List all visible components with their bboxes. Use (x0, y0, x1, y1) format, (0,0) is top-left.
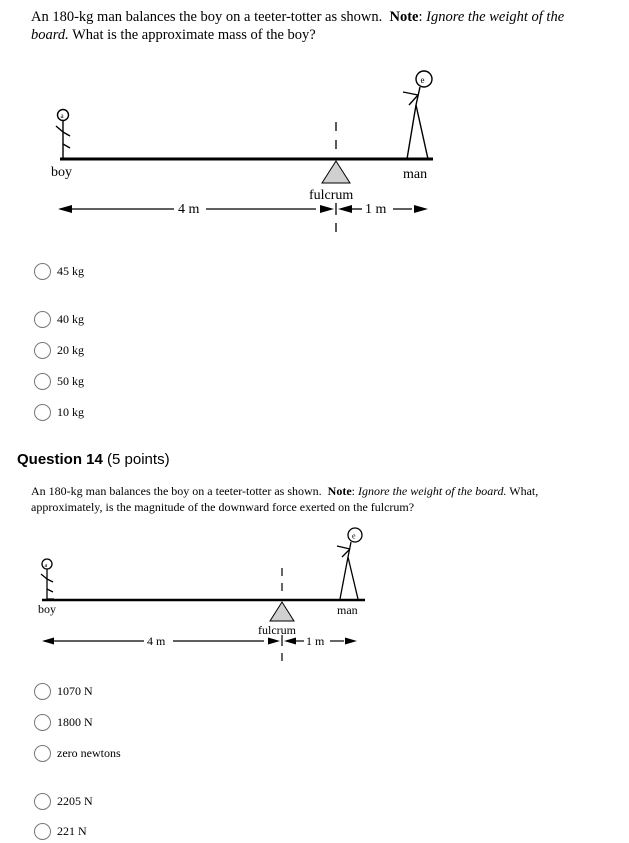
radio-button[interactable] (34, 823, 51, 840)
fulcrum-label: fulcrum (309, 188, 354, 203)
q13-teeter-totter-diagram (0, 60, 629, 240)
q14-question-text: An 180-kg man balances the boy on a teeter-totter as shown. Note: Ignore the weight of the board. What, approximately, is the magnitude of the downward force exerted on the fulcrum? (31, 484, 539, 514)
q14-teeter-totter-diagram (0, 520, 629, 670)
fulcrum-triangle (322, 161, 350, 183)
radio-button[interactable] (34, 263, 51, 280)
radio-button[interactable] (34, 311, 51, 328)
fulcrum-triangle (270, 602, 294, 621)
radio-button[interactable] (34, 342, 51, 359)
left-distance-label: 4 m (147, 634, 166, 648)
radio-button[interactable] (34, 745, 51, 762)
right-distance-label: 1 m (306, 634, 325, 648)
man-label: man (337, 603, 358, 617)
boy-figure (56, 110, 71, 160)
man-figure (403, 71, 432, 159)
q14-option-3[interactable]: zero newtons (34, 745, 121, 762)
q14-option-1[interactable]: 1070 N (34, 683, 93, 700)
q14-title: Question 14 (17, 451, 103, 468)
right-distance-label: 1 m (365, 202, 387, 217)
radio-button[interactable] (34, 373, 51, 390)
man-label: man (403, 167, 428, 182)
svg-text:a: a (44, 562, 48, 569)
man-figure (337, 528, 362, 599)
radio-button[interactable] (34, 404, 51, 421)
q13-option-2[interactable]: 40 kg (34, 311, 84, 328)
radio-button[interactable] (34, 793, 51, 810)
left-distance-label: 4 m (178, 202, 200, 217)
q13-option-5[interactable]: 10 kg (34, 404, 84, 421)
q14-option-5[interactable]: 221 N (34, 823, 87, 840)
q14-points: (5 points) (107, 451, 170, 468)
q13-option-1[interactable]: 45 kg (34, 263, 84, 280)
fulcrum-label: fulcrum (258, 623, 296, 637)
q13-option-4[interactable]: 50 kg (34, 373, 84, 390)
boy-figure (41, 559, 54, 599)
svg-text:e: e (420, 75, 425, 85)
radio-button[interactable] (34, 683, 51, 700)
svg-text:a: a (60, 112, 64, 120)
radio-button[interactable] (34, 714, 51, 731)
q14-option-4[interactable]: 2205 N (34, 793, 93, 810)
boy-label: boy (38, 602, 56, 616)
q14-note-label: Note (327, 484, 352, 498)
svg-text:e: e (352, 531, 356, 541)
q14-option-2[interactable]: 1800 N (34, 714, 93, 731)
q13-note-label: Note (389, 9, 419, 25)
q13-option-3[interactable]: 20 kg (34, 342, 84, 359)
boy-label: boy (51, 165, 72, 180)
q14-header (17, 451, 170, 468)
q13-question-text: An 180-kg man balances the boy on a teeter-totter as shown. Note: Ignore the weight of the board. What is the approximate mass of the boy? (31, 9, 565, 43)
